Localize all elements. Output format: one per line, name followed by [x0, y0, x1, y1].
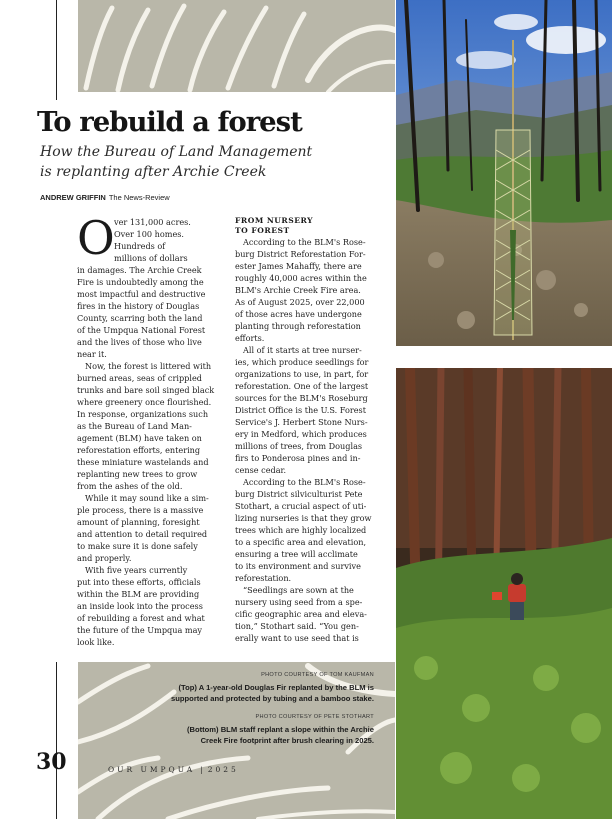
body-line: lizing nurseries is that they grow: [235, 513, 372, 523]
body-line: Service's J. Herbert Stone Nurs-: [235, 417, 368, 427]
body-column-1: [77, 211, 219, 648]
caption-text-top: [171, 683, 374, 704]
magazine-name: OUR UMPQUA: [108, 765, 196, 774]
body-line: ple process, there is a massive: [77, 505, 204, 515]
body-line: All of it starts at tree nurser-: [243, 345, 362, 355]
body-line: Over 100 homes.: [114, 229, 185, 239]
body-line: roughly 40,000 acres within the: [235, 273, 367, 283]
body-line: District Office is the U.S. Forest: [235, 405, 366, 415]
photo-seedling-in-tube: [396, 0, 612, 346]
body-line: sources for the BLM's Roseburg: [235, 393, 368, 403]
body-line: the future of the Umpqua may: [77, 625, 203, 635]
caption-line: (Top) A 1-year-old Douglas Fir replanted by the BLM is: [178, 683, 374, 692]
issue-year: 2025: [207, 765, 239, 774]
body-line: millions of trees, from Douglas: [235, 441, 363, 451]
body-line: ies, which produce seedlings for: [235, 357, 369, 367]
decorative-brushstroke-panel-top: [78, 0, 395, 92]
body-line: reforestation.: [235, 573, 292, 583]
body-line: millions of dollars: [114, 253, 188, 263]
body-line: to its environment and survive: [235, 561, 361, 571]
body-line: in damages. The Archie Creek: [77, 265, 202, 275]
subtitle-line: is replanting after Archie Creek: [40, 164, 267, 180]
body-line: ver 131,000 acres.: [114, 217, 191, 227]
subtitle-line: How the Bureau of Land Management: [40, 144, 313, 160]
body-line: burg District Reforestation For-: [235, 249, 366, 259]
drop-cap: O: [77, 211, 115, 265]
body-line: amount of planning, foresight: [77, 517, 200, 527]
body-line: erally want to use seed that is: [235, 633, 359, 643]
section-subhead: TO FOREST: [235, 226, 290, 235]
body-line: Hundreds of: [114, 241, 166, 251]
body-line: from the ashes of the old.: [77, 481, 183, 491]
body-line: Now, the forest is littered with: [85, 361, 212, 371]
body-line: With five years currently: [85, 565, 188, 575]
photo-credit-top: PHOTO COURTESY OF TOM KAUFMAN: [261, 672, 374, 678]
body-line: According to the BLM's Rose-: [243, 237, 366, 247]
body-line: In response, organizations such: [77, 409, 209, 419]
body-line: “Seedlings are sown at the: [243, 585, 354, 595]
body-line: organizations to use, in part, for: [235, 369, 369, 379]
body-line: ester James Mahaffy, there are: [235, 261, 362, 271]
body-line: cific geographic area and eleva-: [235, 609, 367, 619]
photo-credit-bottom: PHOTO COURTESY OF PETE STOTHART: [255, 714, 374, 720]
body-line: County, scarring both the land: [77, 313, 203, 323]
body-line: reforestation efforts, entering: [77, 445, 201, 455]
body-line: and properly.: [77, 553, 132, 563]
body-line: replanting new trees to grow: [77, 469, 198, 479]
caption-text-bottom: [187, 725, 374, 746]
body-line: an inside look into the process: [77, 601, 203, 611]
body-line: firs to Ponderosa pines and in-: [235, 453, 361, 463]
body-line: these miniature wastelands and: [77, 457, 209, 467]
page-number: 30: [36, 749, 67, 775]
body-line: trunks and bare soil singed black: [77, 385, 215, 395]
body-line: to a specific area and elevation,: [235, 537, 367, 547]
body-line: where greenery once flourished.: [77, 397, 212, 407]
body-line: burg District silviculturist Pete: [235, 489, 363, 499]
body-line: Stothart, a crucial aspect of uti-: [235, 501, 367, 511]
photo-caption-top: [171, 672, 374, 704]
body-line: of rebuilding a forest and what: [77, 613, 205, 623]
photo-staff-replanting: [396, 368, 612, 819]
magazine-folio: [108, 765, 239, 774]
body-line: According to the BLM's Rose-: [243, 477, 366, 487]
body-line: and the lives of those who live: [77, 337, 202, 347]
left-margin-rule-top: [56, 0, 57, 100]
body-line: within the BLM are providing: [77, 589, 200, 599]
body-line: cense cedar.: [235, 465, 287, 475]
body-line: agement (BLM) have taken on: [77, 433, 202, 443]
section-subhead: FROM NURSERY: [235, 216, 314, 225]
caption-line: Creek Fire footprint after brush clearing in 2025.: [200, 735, 374, 745]
body-line: fires in the history of Douglas: [77, 301, 200, 311]
body-line: reforestation. One of the largest: [235, 381, 369, 391]
body-line: As of August 2025, over 22,000: [235, 297, 365, 307]
body-line: as the Bureau of Land Man-: [77, 421, 192, 431]
byline-outlet: The News-Review: [108, 193, 170, 202]
body-line: look like.: [77, 637, 115, 647]
body-line: most impactful and destructive: [77, 289, 206, 299]
body-line: to make sure it is done safely: [77, 541, 198, 551]
body-line: of those acres have undergone: [235, 309, 362, 319]
article-headline: To rebuild a forest: [37, 106, 302, 138]
body-line: near it.: [77, 349, 107, 359]
byline: [40, 193, 170, 202]
left-margin-rule-bottom: [56, 662, 57, 819]
body-line: put into these efforts, officials: [77, 577, 201, 587]
caption-line: (Bottom) BLM staff replant a slope within the Archie: [186, 725, 374, 734]
body-line: Fire is undoubtedly among the: [77, 277, 204, 287]
caption-line: supported and protected by tubing and a bamboo stake.: [171, 693, 374, 703]
body-line: While it may sound like a sim-: [85, 493, 209, 503]
body-column-2: [235, 216, 380, 644]
body-line: of the Umpqua National Forest: [77, 325, 206, 335]
body-line: trees which are highly localized: [235, 525, 367, 535]
body-line: BLM's Archie Creek Fire area.: [235, 285, 361, 295]
body-line: burned areas, seas of crippled: [77, 373, 202, 383]
body-line: planting through reforestation: [235, 321, 361, 331]
article-subtitle: [40, 142, 385, 182]
body-line: and attention to detail required: [77, 529, 208, 539]
body-line: ensuring a tree will acclimate: [235, 549, 358, 559]
body-line: efforts.: [235, 333, 265, 343]
body-line: tion,” Stothart said. “You gen-: [235, 621, 359, 631]
body-line: ery in Medford, which produces: [235, 429, 367, 439]
body-line: nursery using seed from a spe-: [235, 597, 363, 607]
byline-author: ANDREW GRIFFIN: [40, 193, 106, 202]
photo-caption-bottom: [187, 714, 374, 746]
folio-separator: |: [200, 765, 203, 774]
